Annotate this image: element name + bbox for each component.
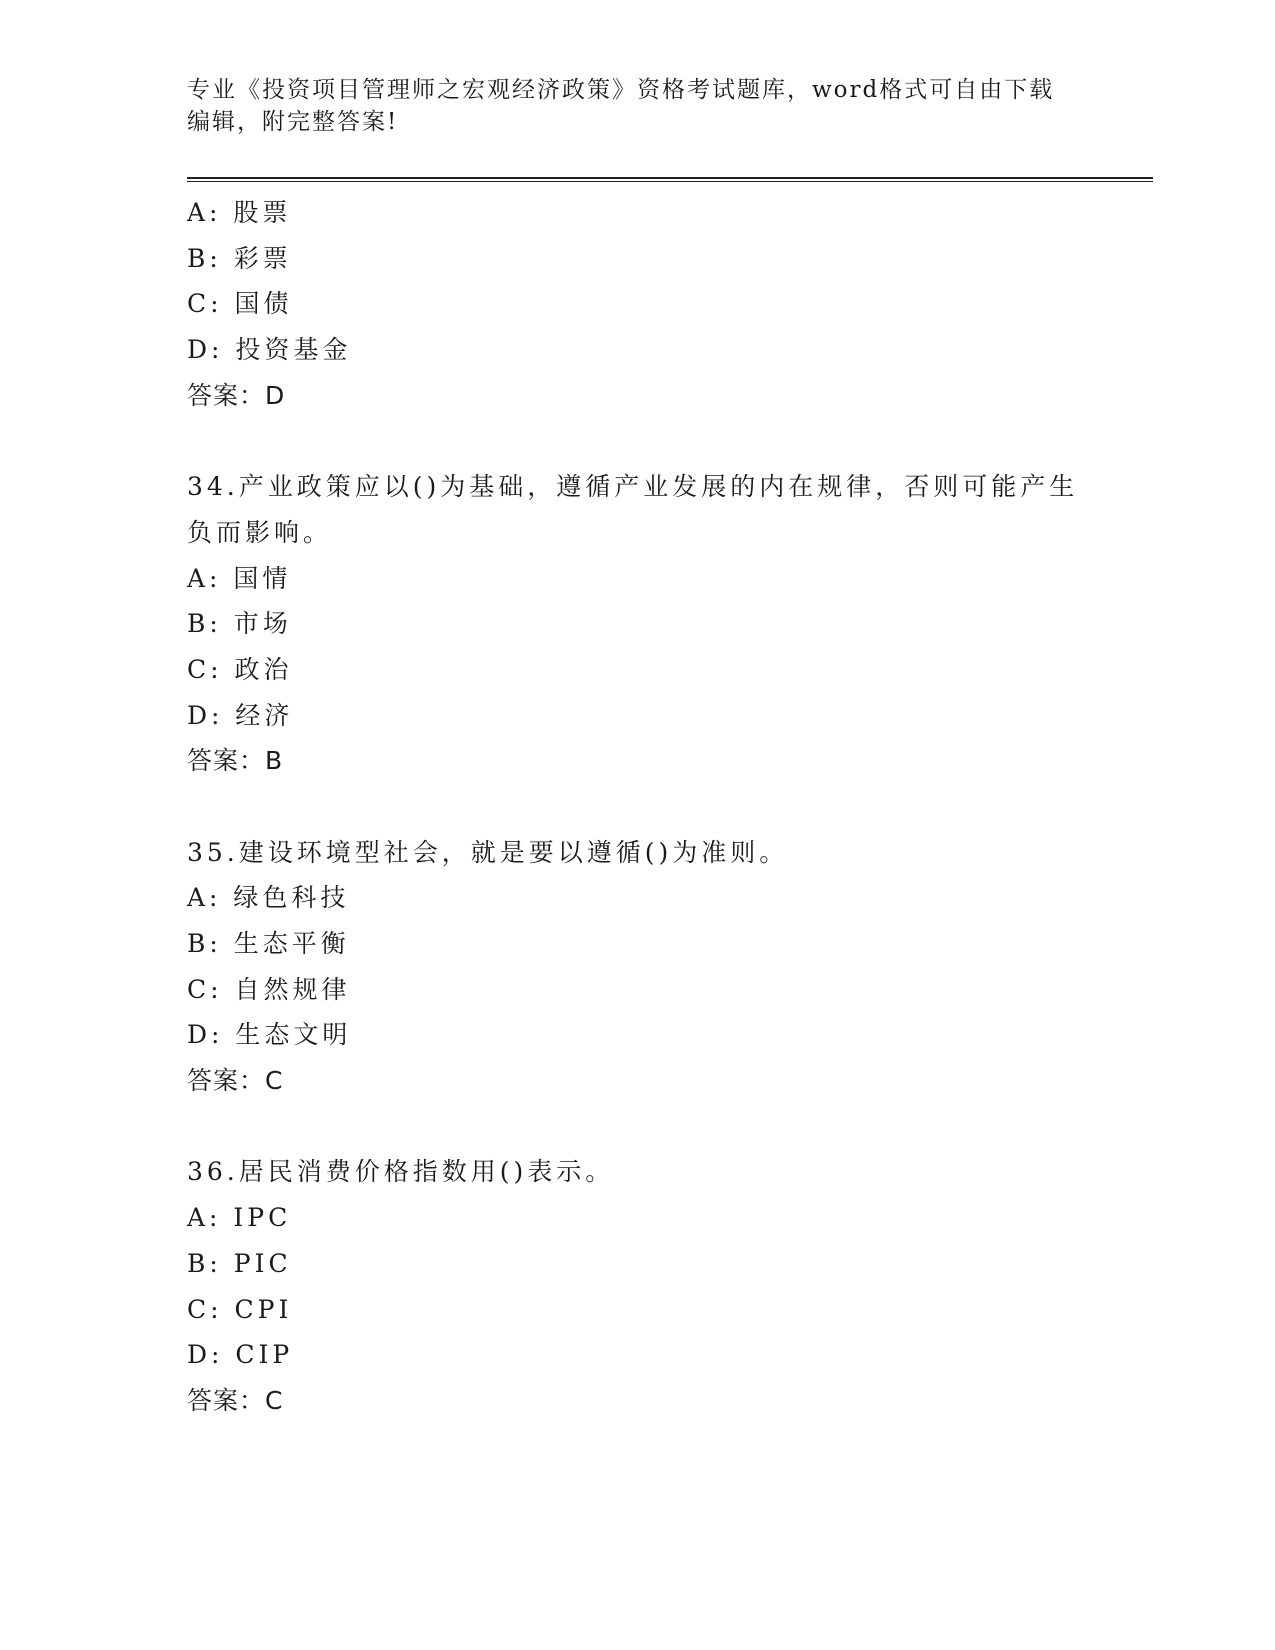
- option-d: D: 生态文明: [187, 1020, 352, 1050]
- option-c: C: 政治: [187, 654, 293, 684]
- answer-text: 答案：D: [187, 380, 286, 410]
- question-block: [187, 190, 1087, 418]
- option-b: B: 生态平衡: [187, 929, 350, 959]
- option-a: A: 股票: [187, 198, 292, 227]
- option-c: C: 国债: [187, 289, 293, 319]
- question-block: [187, 1149, 1087, 1423]
- document-header: 专业《投资项目管理师之宏观经济政策》资格考试题库，word格式可自由下载编辑，附完整答案!: [187, 77, 1055, 135]
- question-text: 36.居民消费价格指数用()表示。: [187, 1157, 615, 1187]
- option-d: D: 投资基金: [187, 335, 352, 365]
- header-divider: [187, 177, 1153, 182]
- answer-text: 答案：C: [187, 1066, 284, 1096]
- answer-text: 答案：B: [187, 746, 284, 776]
- question-block: [187, 464, 1087, 784]
- option-b: B: 彩票: [187, 243, 292, 273]
- option-d: D: CIP: [187, 1340, 294, 1370]
- question-text: 34.产业政策应以()为基础，遵循产业发展的内在规律，否则可能产生负而影响。: [187, 472, 1079, 547]
- answer-text: 答案：C: [187, 1385, 284, 1415]
- option-a: A: 绿色科技: [187, 883, 350, 913]
- option-b: B: PIC: [187, 1248, 292, 1278]
- question-block: [187, 830, 1087, 1104]
- question-text: 35.建设环境型社会，就是要以遵循()为准则。: [187, 837, 789, 867]
- question-list: [187, 190, 1087, 1424]
- option-a: A: 国情: [187, 563, 292, 593]
- option-b: B: 市场: [187, 609, 292, 639]
- option-d: D: 经济: [187, 700, 294, 730]
- option-c: C: 自然规律: [187, 974, 351, 1004]
- option-a: A: IPC: [187, 1203, 292, 1233]
- option-c: C: CPI: [187, 1294, 293, 1324]
